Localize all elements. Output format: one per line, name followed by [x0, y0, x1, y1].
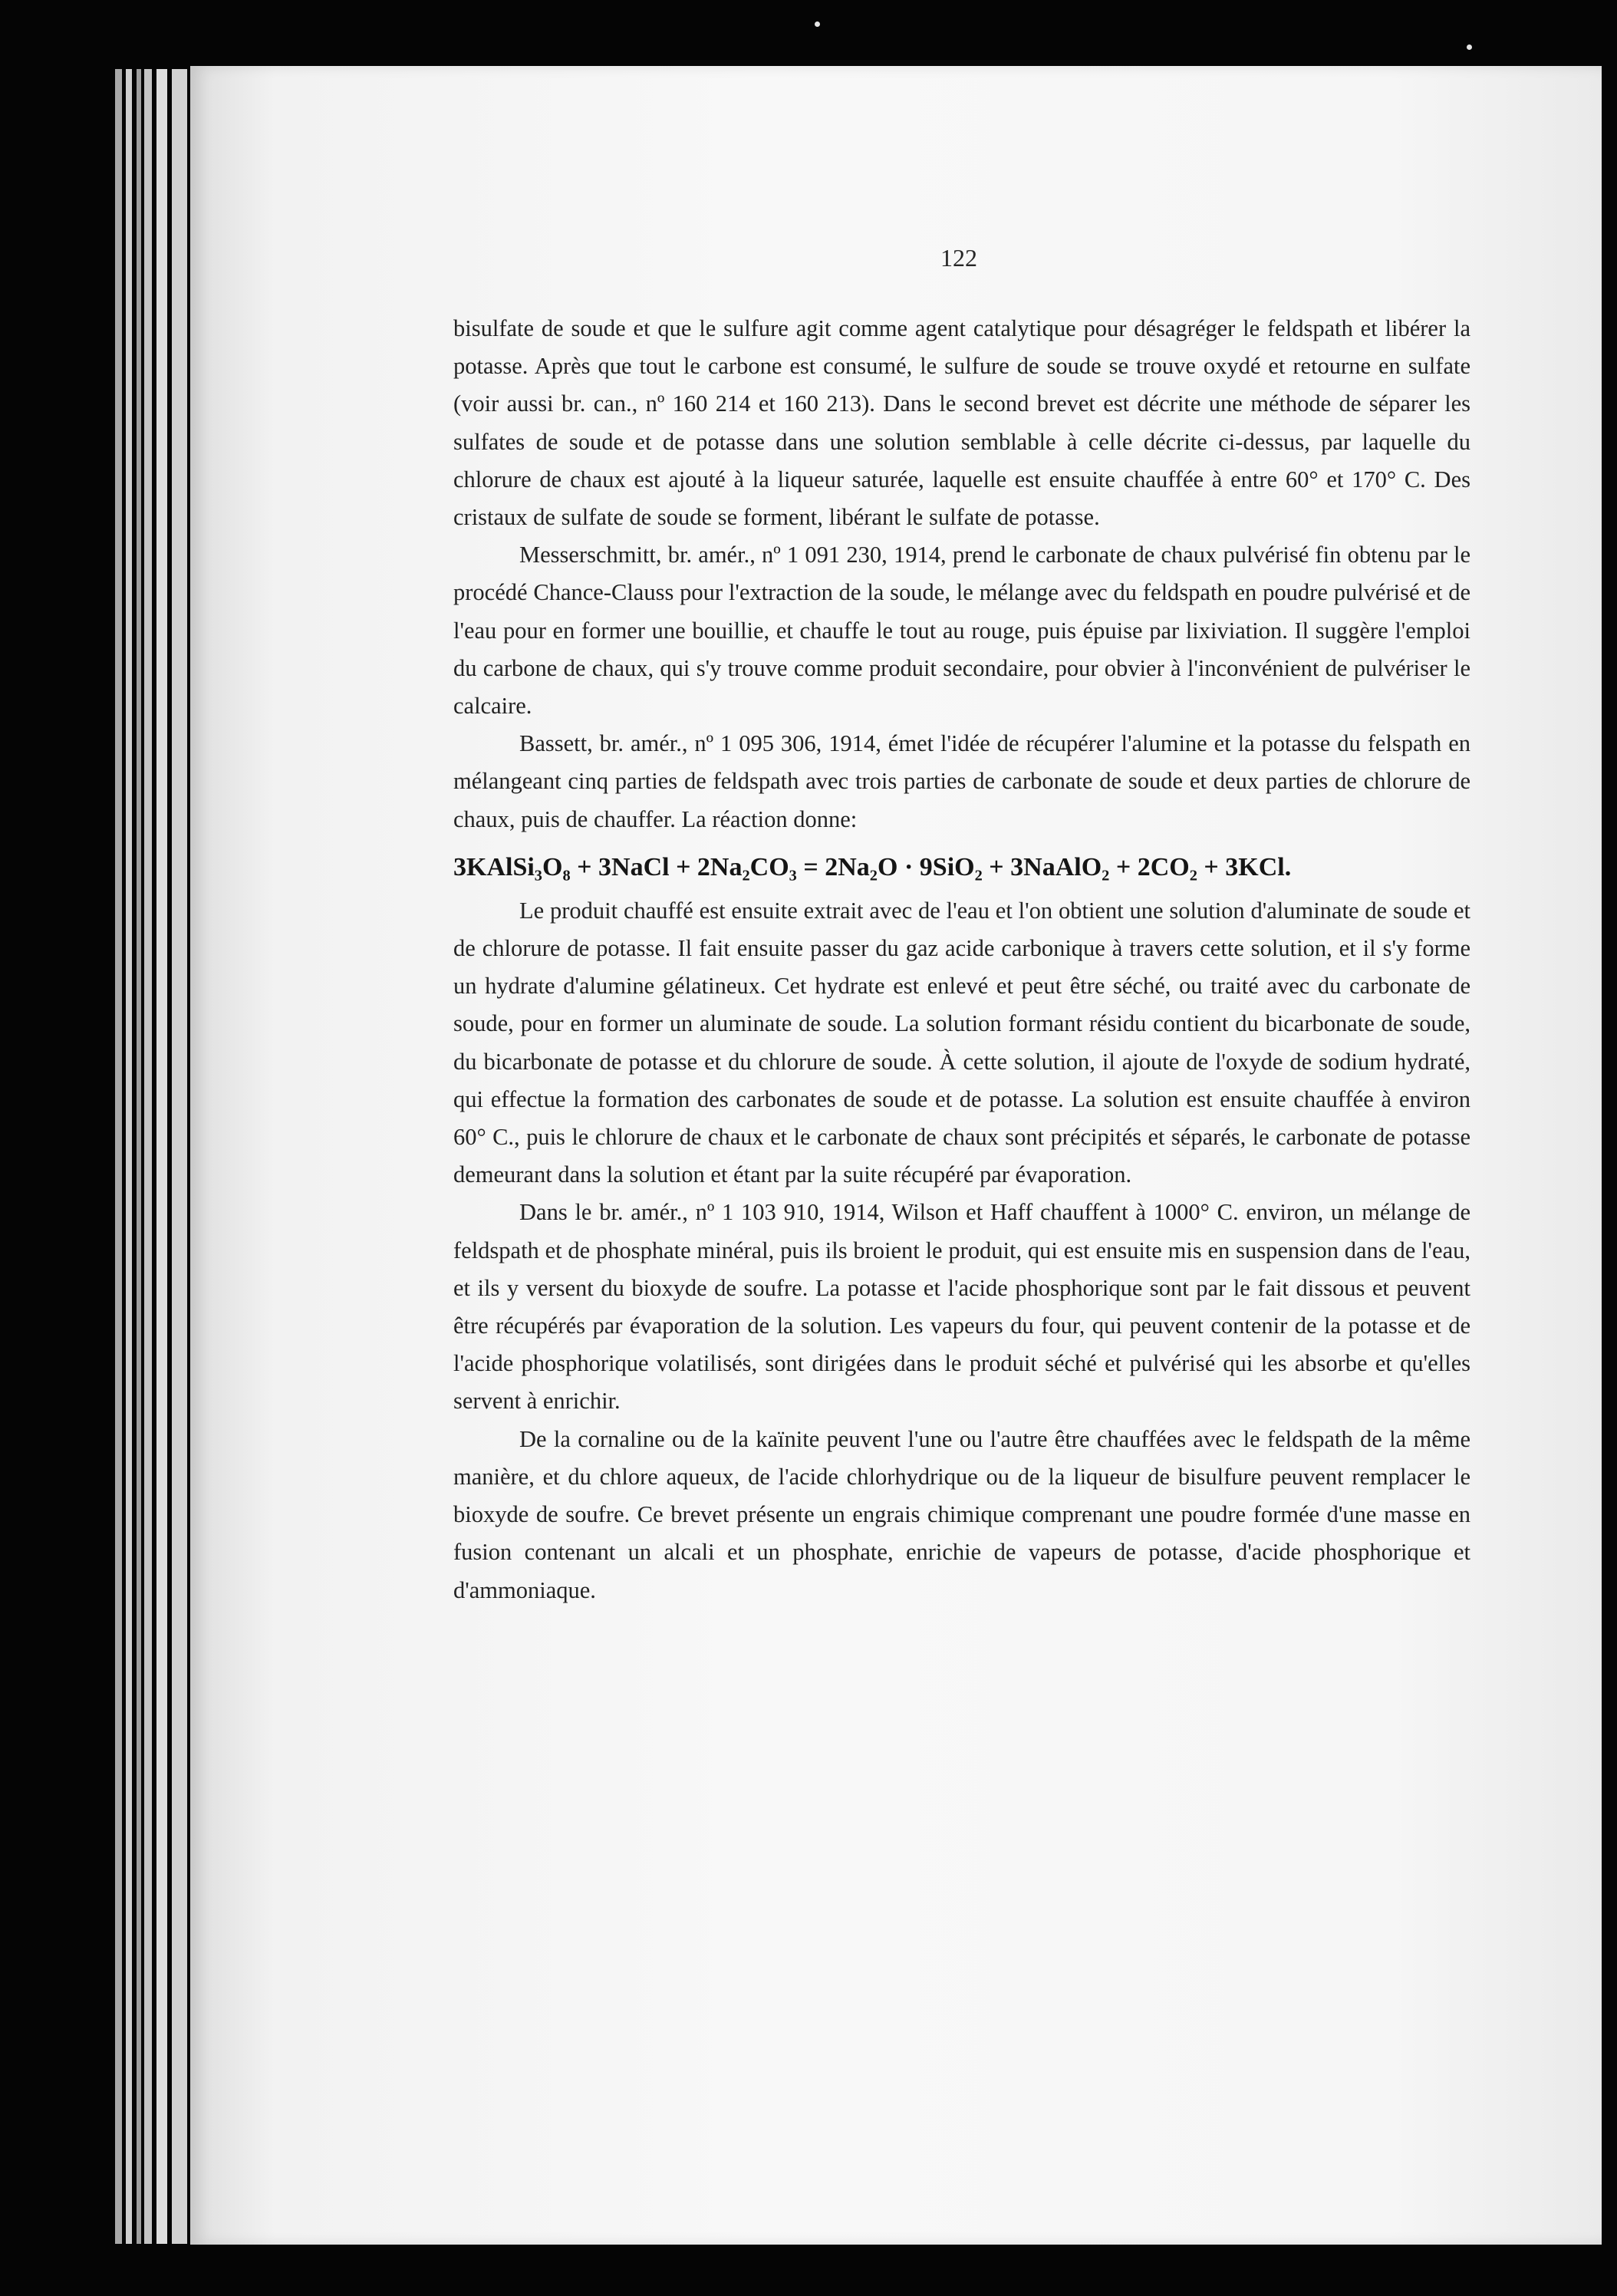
page-edge [137, 69, 141, 2244]
dust-speck [815, 21, 820, 27]
page-edge [172, 69, 187, 2244]
page-edge [144, 69, 152, 2244]
paragraph: Messerschmitt, br. amér., nº 1 091 230, 1914, prend le carbonate de chaux pulvérisé fin obtenu par le procédé Chance-Clauss pour l'extraction de la soude, le mélange avec du feldspath en poudre pulvérisé et de l'eau pour en former une bouillie, et chauffe le tout au rouge, puis épuise par lixiviation. Il suggère l'emploi du carbone de chaux, qui s'y trouve comme produit secondaire, pour obvier à l'inconvénient de pulvériser le calcaire. [453, 542, 1470, 720]
paragraph: De la cornaline ou de la kaïnite peuvent l'une ou l'autre être chauffées avec le feldspath de la même manière, et du chlore aqueux, de l'acide chlorhydrique ou de la liqueur de bisulfure peuvent remplacer le bioxyde de soufre. Ce brevet présente un engrais chimique comprenant une poudre formée d'une masse en fusion contenant un alcali et un phosphate, enrichie de vapeurs de potasse, d'acide phosphorique et d'ammoniaque. [453, 1425, 1470, 1603]
page-edge [156, 69, 167, 2244]
dust-speck [1467, 44, 1472, 50]
paragraph: Bassett, br. amér., nº 1 095 306, 1914, émet l'idée de récupérer l'alumine et la potasse du felspath en mélangeant cinq parties de feldspath avec trois parties de carbonate de soude et deux parties de chlorure de chaux, puis de chauffer. La réaction donne: [453, 730, 1470, 832]
page-body [453, 310, 1470, 1609]
paragraph: Le produit chauffé est ensuite extrait avec de l'eau et l'on obtient une solution d'aluminate de soude et de chlorure de potasse. Il fait ensuite passer du gaz acide carbonique à travers cette solution, et il s'y forme un hydrate d'alumine gélatineux. Cet hydrate est enlevé et peut être séché, ou traité avec du carbonate de soude, pour en former un aluminate de soude. La solution formant résidu contient du bicarbonate de soude, du bicarbonate de potasse et du chlorure de soude. À cette solution, il ajoute de l'oxyde de sodium hydraté, qui effectue la formation des carbonates de soude et de potasse. La solution est ensuite chauffée à environ 60° C., puis le chlorure de chaux et le carbonate de chaux sont précipités et séparés, le carbonate de potasse demeurant dans la solution et étant par la suite récupéré par évaporation. [453, 897, 1470, 1188]
page-edge [115, 69, 122, 2244]
paragraph: bisulfate de soude et que le sulfure agit comme agent catalytique pour désagréger le feldspath et libérer la potasse. Après que tout le carbone est consumé, le sulfure de soude se trouve oxydé et retourne en sulfate (voir aussi br. can., nº 160 214 et 160 213). Dans le second brevet est décrite une méthode de séparer les sulfates de soude et de potasse dans une solution semblable à celle décrite ci-dessus, par laquelle du chlorure de chaux est ajouté à la liqueur saturée, laquelle est ensuite chauffée à entre 60° et 170° C. Des cristaux de sulfate de soude se forment, libérant le sulfate de potasse. [453, 315, 1470, 531]
chemical-equation: 3KAlSi₃O₈ + 3NaCl + 2Na₂CO₃ = 2Na₂O · 9SiO₂ + 3NaAlO₂ + 2CO₂ + 3KCl. [453, 852, 1292, 881]
page-number: 122 [940, 244, 977, 272]
paragraph: Dans le br. amér., nº 1 103 910, 1914, Wilson et Haff chauffent à 1000° C. environ, un mélange de feldspath et de phosphate minéral, puis ils broient le produit, qui est ensuite mis en suspension dans de l'eau, et ils y versent du bioxyde de soufre. La potasse et l'acide phosphorique sont par le fait dissous et peuvent être récupérés par évaporation de la solution. Les vapeurs du four, qui peuvent contenir de la potasse et de l'acide phosphorique volatilisés, sont dirigées dans le produit séché et pulvérisé qui les absorbe et qu'elles servent à enrichir. [453, 1199, 1470, 1415]
page-edge [126, 69, 132, 2244]
